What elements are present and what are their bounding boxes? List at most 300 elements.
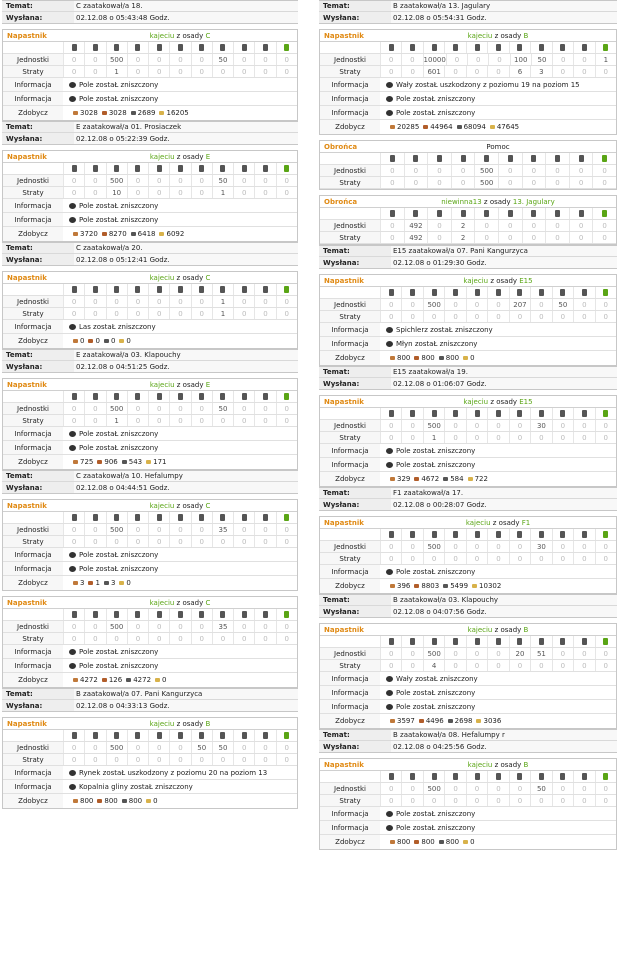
settler-icon xyxy=(284,611,289,618)
support-title: Pomoc xyxy=(486,142,510,151)
unit-count: 0 xyxy=(487,66,508,77)
ram-icon xyxy=(220,44,225,51)
unit-icon-cell xyxy=(380,636,401,647)
helmet-icon xyxy=(178,611,183,618)
axe-icon xyxy=(410,531,415,538)
info-text xyxy=(380,326,616,334)
unit-count: 0 xyxy=(191,633,212,644)
unit-count: 0 xyxy=(427,232,451,243)
topic-link[interactable]: B zaatakował/a 03. Klapouchy xyxy=(391,595,617,605)
losses-row xyxy=(3,66,297,78)
units-row xyxy=(3,524,297,536)
info-text xyxy=(63,202,297,210)
unit-count: 0 xyxy=(466,648,487,659)
topic-link[interactable]: C zaatakował/a 18. xyxy=(74,1,298,11)
attacker-report xyxy=(2,378,298,470)
unit-count: 0 xyxy=(276,66,297,77)
info-message: Pole zostaŁ zniszczony xyxy=(396,809,476,818)
topic-label: Temat: xyxy=(6,690,33,698)
info-row xyxy=(320,807,616,821)
village-link: C xyxy=(205,273,211,282)
info-text xyxy=(380,675,616,683)
unit-count: 0 xyxy=(498,165,522,176)
unit-count: 0 xyxy=(63,754,84,765)
report-topic-box xyxy=(319,487,617,511)
wood-icon xyxy=(73,678,78,682)
unit-count: 0 xyxy=(545,220,569,231)
unit-icon-cell xyxy=(545,208,569,219)
row-label: Informacja xyxy=(3,659,63,672)
attacker-report xyxy=(319,29,617,135)
unit-icon-cell xyxy=(509,636,530,647)
unit-icon-cell xyxy=(545,153,569,164)
report-role: Napastnik xyxy=(324,518,364,527)
unit-count: 500 xyxy=(106,524,127,535)
unit-count: 50 xyxy=(212,403,233,414)
clay-icon xyxy=(97,460,102,464)
report-header xyxy=(3,718,297,730)
spear-icon xyxy=(390,210,395,217)
settler-icon xyxy=(603,531,608,538)
unit-icon-cell xyxy=(276,391,297,402)
report-title xyxy=(63,381,297,389)
unit-count: 0 xyxy=(169,66,190,77)
unit-count: 0 xyxy=(573,541,594,552)
report-role: Napastnik xyxy=(7,273,47,282)
crop-amount: 10302 xyxy=(479,582,502,590)
unit-icon-cell xyxy=(148,42,169,53)
report-topic-box xyxy=(2,121,298,145)
scout-icon xyxy=(453,44,458,51)
row-label: Straty xyxy=(3,415,63,426)
unit-icon-cell xyxy=(573,42,594,53)
row-label: Zdobycz xyxy=(320,472,380,486)
horse-icon xyxy=(157,393,162,400)
unit-count: 0 xyxy=(254,621,275,632)
sent-label: Wysłana: xyxy=(6,483,43,492)
player-link: kajeciu xyxy=(149,719,175,728)
from-text: z osady xyxy=(174,152,206,161)
unit-icon-cell xyxy=(106,391,127,402)
unit-icon-cell xyxy=(233,730,254,741)
unit-count: 0 xyxy=(522,220,546,231)
unit-icon-cell xyxy=(276,609,297,620)
report-title xyxy=(380,626,616,634)
chief-icon xyxy=(263,165,268,172)
tool-icon xyxy=(517,289,522,296)
ram-icon xyxy=(220,286,225,293)
unit-count: 0 xyxy=(233,415,254,426)
info-row xyxy=(3,213,297,227)
row-label: Straty xyxy=(320,432,380,443)
units-row xyxy=(320,420,616,432)
pickaxe-icon xyxy=(114,393,119,400)
from-text: z osady xyxy=(481,197,513,206)
row-label: Straty xyxy=(320,553,380,564)
unit-icon-cell xyxy=(233,163,254,174)
unit-count: 0 xyxy=(127,66,148,77)
row-label: Straty xyxy=(320,660,380,671)
spear-icon xyxy=(389,638,394,645)
unit-count: 0 xyxy=(254,754,275,765)
row-label: Zdobycz xyxy=(320,120,380,134)
report-title xyxy=(63,274,297,282)
unit-count: 0 xyxy=(573,66,594,77)
unit-count: 0 xyxy=(233,633,254,644)
topic-link[interactable]: E15 zaatakował/a 19. xyxy=(391,367,617,377)
pickaxe-icon xyxy=(114,732,119,739)
unit-icon-cell xyxy=(595,529,616,540)
chief-icon xyxy=(582,531,587,538)
info-message: Pole zostaŁ zniszczony xyxy=(79,80,159,89)
unit-icon-cell xyxy=(552,287,573,298)
unit-count: 0 xyxy=(466,432,487,443)
unit-count: 0 xyxy=(595,541,616,552)
horse-icon xyxy=(157,165,162,172)
row-label: Informacja xyxy=(320,337,380,350)
loot-values xyxy=(380,582,616,590)
iron-amount: 6418 xyxy=(137,230,156,238)
player-link: kajeciu xyxy=(149,273,175,282)
unit-count: 0 xyxy=(127,536,148,547)
losses-row xyxy=(3,754,297,766)
unit-count: 0 xyxy=(451,165,475,176)
crop-icon xyxy=(159,232,164,236)
crop-icon xyxy=(472,584,477,588)
info-message: Pole zostaŁ zniszczony xyxy=(396,567,476,576)
unit-count: 492 xyxy=(404,220,428,231)
unit-icons-row xyxy=(320,42,616,54)
info-text xyxy=(63,769,297,777)
topic-link[interactable]: C zaatakował/a 10. Hefalumpy xyxy=(74,471,298,481)
attacker-report xyxy=(319,516,617,594)
spear-icon xyxy=(72,165,77,172)
from-text: z osady xyxy=(492,625,524,634)
catapult-icon xyxy=(560,531,565,538)
sent-date: 02.12.08 o 04:51:25 Godz. xyxy=(74,361,298,372)
report-topic-box xyxy=(2,242,298,266)
sent-label: Wysłana: xyxy=(6,13,43,22)
unit-icon-cell xyxy=(148,730,169,741)
info-message: Pole zostaŁ zniszczony xyxy=(396,108,476,117)
unit-count: 0 xyxy=(127,621,148,632)
unit-icon-cell xyxy=(212,730,233,741)
unit-count: 50 xyxy=(530,783,551,794)
loot-row xyxy=(3,106,297,120)
unit-icon-cell xyxy=(127,163,148,174)
wood-amount: 800 xyxy=(397,354,411,362)
topic-link[interactable]: B zaatakował/a 07. Pani Kangurzyca xyxy=(74,689,298,699)
ram-icon xyxy=(555,155,560,162)
crop-icon xyxy=(119,339,124,343)
iron-amount: 2698 xyxy=(454,717,473,725)
unit-count: 0 xyxy=(169,175,190,186)
pickaxe-icon xyxy=(114,514,119,521)
topic-link[interactable]: B zaatakował/a 08. Hefalumpy r xyxy=(391,730,617,740)
info-message: Pole zostaŁ zniszczony xyxy=(79,443,159,452)
icon-label-spacer xyxy=(320,153,380,164)
unit-count: 1 xyxy=(595,54,616,65)
settler-icon xyxy=(603,44,608,51)
topic-link[interactable]: F1 zaatakował/a 17. xyxy=(391,488,617,498)
topic-link[interactable]: C zaatakował/a 20. xyxy=(74,243,298,253)
unit-count: 0 xyxy=(545,232,569,243)
unit-icon-cell xyxy=(423,287,444,298)
tool-icon xyxy=(199,514,204,521)
icon-label-spacer xyxy=(3,609,63,620)
unit-count: 0 xyxy=(191,536,212,547)
unit-icon-cell xyxy=(552,636,573,647)
icon-label-spacer xyxy=(3,512,63,523)
unit-count: 51 xyxy=(530,648,551,659)
unit-count: 0 xyxy=(169,754,190,765)
unit-count: 0 xyxy=(106,536,127,547)
info-message: Pole zostaŁ zniszczony xyxy=(79,429,159,438)
unit-count: 0 xyxy=(148,54,169,65)
unit-count: 1 xyxy=(423,432,444,443)
row-label: Informacja xyxy=(320,323,380,336)
crop-icon xyxy=(468,477,473,481)
unit-icon-cell xyxy=(595,636,616,647)
row-label: Zdobycz xyxy=(320,351,380,365)
icon-label-spacer xyxy=(3,730,63,741)
row-label: Informacja xyxy=(320,78,380,91)
unit-count: 0 xyxy=(254,175,275,186)
row-label: Zdobycz xyxy=(3,673,63,687)
unit-icon-cell xyxy=(451,208,475,219)
info-message: Pole zostaŁ zniszczony xyxy=(396,460,476,469)
unit-icon-cell xyxy=(573,771,594,782)
sent-row xyxy=(2,361,298,372)
attacker-report xyxy=(2,29,298,121)
topic-link[interactable]: E15 zaatakował/a 07. Pani Kangurzyca xyxy=(391,246,617,256)
crop-amount: 171 xyxy=(153,458,167,466)
scout-icon xyxy=(135,514,140,521)
unit-count: 0 xyxy=(148,633,169,644)
unit-count: 0 xyxy=(63,54,84,65)
unit-count: 30 xyxy=(530,420,551,431)
tool-icon xyxy=(199,165,204,172)
unit-count: 0 xyxy=(84,633,105,644)
unit-count: 0 xyxy=(106,308,127,319)
row-label: Informacja xyxy=(320,807,380,820)
unit-icon-cell xyxy=(84,391,105,402)
crop-icon xyxy=(146,460,151,464)
building-icon xyxy=(386,704,393,710)
loot-values xyxy=(380,123,616,131)
report-title xyxy=(380,198,616,206)
report-header xyxy=(3,500,297,512)
axe-icon xyxy=(93,393,98,400)
unit-count: 0 xyxy=(380,541,401,552)
unit-icon-cell xyxy=(191,391,212,402)
unit-icon-cell xyxy=(509,287,530,298)
unit-icon-cell xyxy=(233,512,254,523)
wood-amount: 396 xyxy=(397,582,411,590)
report-role: Napastnik xyxy=(324,760,364,769)
spear-icon xyxy=(72,44,77,51)
info-message: Pole zostaŁ zniszczony xyxy=(396,823,476,832)
unit-icon-cell xyxy=(573,287,594,298)
row-label: Straty xyxy=(3,308,63,319)
unit-count: 1 xyxy=(212,308,233,319)
unit-icon-cell xyxy=(474,208,498,219)
unit-icons-row xyxy=(320,408,616,420)
unit-icon-cell xyxy=(530,287,551,298)
building-icon xyxy=(69,324,76,330)
unit-count: 0 xyxy=(444,783,465,794)
from-text: z osady xyxy=(174,719,206,728)
icon-label-spacer xyxy=(320,408,380,419)
unit-icon-cell xyxy=(127,730,148,741)
chief-icon xyxy=(582,773,587,780)
unit-icon-cell xyxy=(530,42,551,53)
unit-count: 0 xyxy=(276,403,297,414)
row-label: Informacja xyxy=(3,92,63,105)
clay-amount: 0 xyxy=(95,337,100,345)
axe-icon xyxy=(93,732,98,739)
unit-icon-cell xyxy=(212,42,233,53)
unit-icon-cell xyxy=(212,284,233,295)
unit-icon-cell xyxy=(254,391,275,402)
wood-amount: 329 xyxy=(397,475,411,483)
icon-label-spacer xyxy=(320,636,380,647)
info-text xyxy=(63,81,297,89)
scout-icon xyxy=(135,732,140,739)
unit-count: 0 xyxy=(401,541,422,552)
loot-row xyxy=(3,334,297,348)
clay-amount: 1 xyxy=(95,579,100,587)
loot-row xyxy=(3,455,297,469)
unit-icon-cell xyxy=(444,408,465,419)
chief-icon xyxy=(582,289,587,296)
unit-count: 0 xyxy=(552,783,573,794)
unit-count: 0 xyxy=(530,432,551,443)
unit-count: 1 xyxy=(212,296,233,307)
unit-count: 0 xyxy=(233,175,254,186)
scout-icon xyxy=(135,393,140,400)
unit-icon-cell xyxy=(509,529,530,540)
iron-icon xyxy=(122,799,127,803)
unit-count: 0 xyxy=(466,299,487,310)
unit-count: 0 xyxy=(212,754,233,765)
info-message: Pole zostaŁ zniszczony xyxy=(79,647,159,656)
settler-icon xyxy=(284,514,289,521)
info-text xyxy=(63,323,297,331)
axe-icon xyxy=(410,44,415,51)
unit-count: 500 xyxy=(106,54,127,65)
unit-count: 0 xyxy=(552,541,573,552)
unit-count: 0 xyxy=(169,621,190,632)
unit-icon-cell xyxy=(212,163,233,174)
unit-count: 601 xyxy=(423,66,444,77)
topic-row xyxy=(2,243,298,254)
topic-link[interactable]: E zaatakował/a 03. Klapouchy xyxy=(74,350,298,360)
building-icon xyxy=(386,327,393,333)
unit-icon-cell xyxy=(276,512,297,523)
unit-icon-cell xyxy=(444,529,465,540)
unit-count: 0 xyxy=(212,415,233,426)
unit-count: 0 xyxy=(444,311,465,322)
unit-count: 0 xyxy=(444,420,465,431)
info-text xyxy=(380,340,616,348)
ram-icon xyxy=(539,638,544,645)
crop-amount: 722 xyxy=(474,475,488,483)
unit-count: 50 xyxy=(212,742,233,753)
topic-row xyxy=(319,595,617,606)
info-row xyxy=(3,427,297,441)
unit-count: 0 xyxy=(191,296,212,307)
unit-count: 50 xyxy=(552,299,573,310)
player-link: kajeciu xyxy=(467,625,493,634)
report-header xyxy=(320,517,616,529)
unit-count: 0 xyxy=(84,621,105,632)
building-icon xyxy=(386,82,393,88)
report-topic-box xyxy=(2,349,298,373)
unit-icon-cell xyxy=(595,771,616,782)
row-label: Informacja xyxy=(3,320,63,333)
player-link: kajeciu xyxy=(149,501,175,510)
unit-icon-cell xyxy=(522,208,546,219)
unit-count: 0 xyxy=(487,553,508,564)
unit-icon-cell xyxy=(84,512,105,523)
unit-icon-cell xyxy=(573,529,594,540)
unit-count: 500 xyxy=(106,175,127,186)
sent-date: 02.12.08 o 05:12:41 Godz. xyxy=(74,254,298,265)
unit-count: 0 xyxy=(404,177,428,188)
crop-amount: 47645 xyxy=(496,123,520,131)
building-icon xyxy=(69,566,76,572)
unit-icon-cell xyxy=(84,609,105,620)
village-link: E15 xyxy=(519,276,533,285)
units-row xyxy=(320,165,616,177)
info-text xyxy=(380,95,616,103)
iron-icon xyxy=(439,356,444,360)
unit-count: 0 xyxy=(84,308,105,319)
building-icon xyxy=(386,110,393,116)
unit-count: 0 xyxy=(380,311,401,322)
row-label: Informacja xyxy=(3,78,63,91)
helmet-icon xyxy=(496,773,501,780)
icon-label-spacer xyxy=(320,208,380,219)
unit-count: 3 xyxy=(530,66,551,77)
topic-link[interactable]: E zaatakował/a 01. Prosiaczek xyxy=(74,122,298,132)
info-message: Pole zostaŁ zniszczony xyxy=(396,688,476,697)
chief-icon xyxy=(263,44,268,51)
horse-icon xyxy=(475,44,480,51)
unit-icon-cell xyxy=(106,42,127,53)
unit-count: 0 xyxy=(444,66,465,77)
village-link: E15 xyxy=(519,397,533,406)
unit-count: 10 xyxy=(106,187,127,198)
topic-link[interactable]: B zaatakował/a 13. Jagulary xyxy=(391,1,617,11)
unit-icon-cell xyxy=(401,287,422,298)
unit-count: 0 xyxy=(233,66,254,77)
unit-icon-cell xyxy=(63,163,84,174)
unit-count: 0 xyxy=(595,795,616,806)
unit-count: 0 xyxy=(530,311,551,322)
catapult-icon xyxy=(579,210,584,217)
unit-count: 0 xyxy=(127,54,148,65)
clay-icon xyxy=(414,584,419,588)
row-label: Zdobycz xyxy=(3,227,63,241)
report-title xyxy=(380,277,616,285)
sent-date: 02.12.08 o 05:43:48 Godz. xyxy=(74,12,298,23)
unit-count: 0 xyxy=(233,754,254,765)
row-label: Informacja xyxy=(3,199,63,212)
row-label: Straty xyxy=(3,536,63,547)
unit-icon-cell xyxy=(276,730,297,741)
